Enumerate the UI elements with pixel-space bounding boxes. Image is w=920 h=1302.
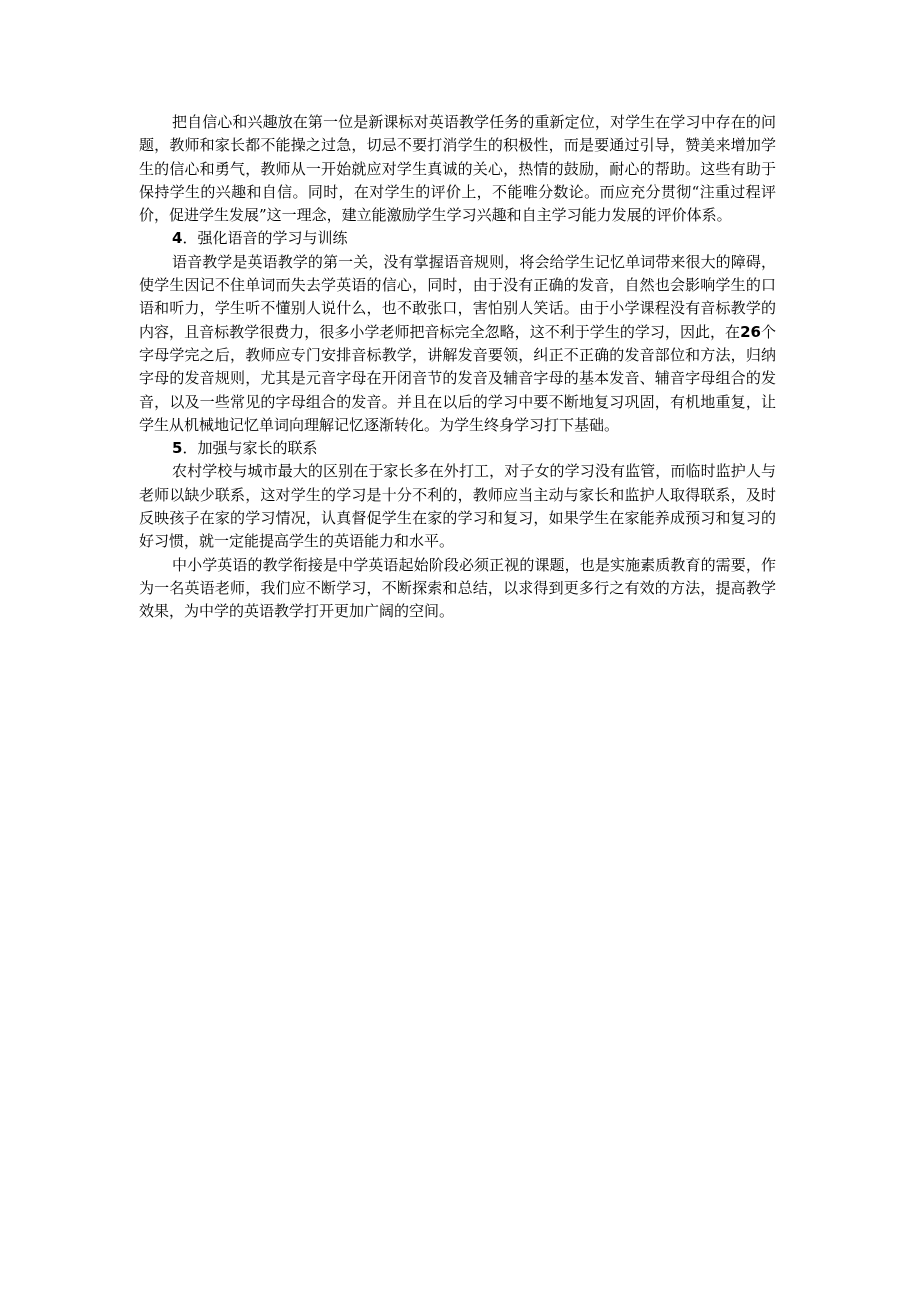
paragraph-phonetics (139, 251, 776, 437)
section-title-5: ．加强与家长的联系 (182, 439, 318, 458)
section-title-4: ．强化语音的学习与训练 (182, 229, 348, 248)
paragraph-conclusion: 中小学英语的教学衔接是中学英语起始阶段必须正视的课题，也是实施素质教育的需要，作为一名英语老师，我们应不断学习，不断探索和总结，以求得到更多行之有效的方法，提高教学效果，为中学的英语教学打开更加广阔的空间。 (139, 555, 776, 621)
inline-number-26: 26 (740, 322, 761, 341)
paragraph-phonetics-text-before: 语音教学是英语教学的第一关，没有掌握语音规则，将会给学生记忆单词带来很大的障碍，使学生因记不住单词而失去学英语的信心，同时，由于没有正确的发音，自然也会影响学生的口语和听力，学生听不懂别人说什么，也不敢张口，害怕别人笑话。由于小学课程没有音标教学的内容，且音标教学很费力，很多小学老师把音标完全忽略，这不利于学生的学习，因此，在 (139, 252, 776, 341)
paragraph-parent-contact: 农村学校与城市最大的区别在于家长多在外打工，对子女的学习没有监管，而临时监护人与老师以缺少联系，这对学生的学习是十分不利的，教师应当主动与家长和监护人取得联系，及时反映孩子在家的学习情况，认真督促学生在家的学习和复习，如果学生在家能养成预习和复习的好习惯，就一定能提高学生的英语能力和水平。 (139, 462, 776, 551)
document-body (139, 111, 776, 624)
section-number-5: 5 (172, 439, 183, 458)
paragraph-self-confidence: 把自信心和兴趣放在第一位是新课标对英语教学任务的重新定位，对学生在学习中存在的问题，教师和家长都不能操之过急，切忌不要打消学生的积极性，而是要通过引导，赞美来增加学生的信心和勇气，教师从一开始就应对学生真诚的关心，热情的鼓励，耐心的帮助。这些有助于保持学生的兴趣和自信。同时，在对学生的评价上，不能唯分数论。而应充分贯彻“注重过程评价，促进学生发展”这一理念，建立能激励学生学习兴趣和自主学习能力发展的评价体系。 (139, 113, 776, 225)
paragraph-phonetics-text-after: 个字母学完之后，教师应专门安排音标教学，讲解发音要领，纠正不正确的发音部位和方法，归纳字母的发音规则，尤其是元音字母在开闭音节的发音及辅音字母的基本发音、辅音字母组合的发音，以及一些常见的字母组合的发音。并且在以后的学习中要不断地复习巩固，有机地重复，让学生从机械地记忆单词向理解记忆逐渐转化。为学生终身学习打下基础。 (139, 322, 776, 434)
section-heading-5 (139, 437, 776, 460)
section-number-4: 4 (172, 229, 183, 248)
section-heading-4 (139, 227, 776, 250)
